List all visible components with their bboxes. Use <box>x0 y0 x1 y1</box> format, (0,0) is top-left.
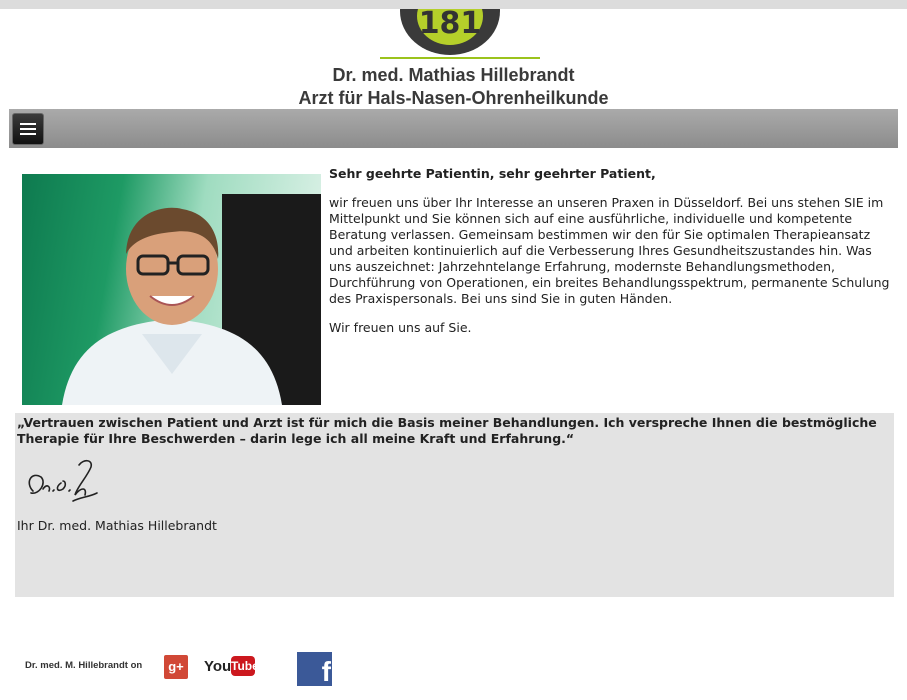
youtube-tube-badge: Tube <box>231 656 255 676</box>
google-plus-icon[interactable]: g+ <box>164 655 188 679</box>
youtube-icon[interactable] <box>204 656 259 678</box>
logo-inner-circle <box>417 9 483 45</box>
practice-logo[interactable] <box>400 9 500 55</box>
gplus-label[interactable]: Dr. med. M. Hillebrandt on <box>25 660 143 671</box>
hamburger-icon-line-3 <box>20 133 36 135</box>
doctor-quote: „Vertrauen zwischen Patient und Arzt ist für mich die Basis meiner Behandlungen. Ich verspreche Ihnen die bestmögliche Therapie für Ihre Beschwerden – darin lege ich all meine Kraft und Erfahrung.“ <box>17 415 877 446</box>
site-header <box>9 9 898 109</box>
welcome-text <box>329 166 895 336</box>
intro-paragraph: wir freuen uns über Ihr Interesse an unseren Praxen in Düsseldorf. Bei uns stehen SIE im Mittelpunkt und Sie können sich auf eine ausführliche, individuelle und kompetente Beratung verlassen. Gemeinsam bestimmen wir den für Sie optimalen Therapieansatz und arbeiten kontinuierlich auf die Verbesserung Ihres Gesundheitszustandes hin. Was uns auszeichnet: Jahrzehntelange Erfahrung, modernste Behandlungsmethoden, Durchführung von Operationen, ein breites Behandlungsspektrum, permanente Schulung des Praxispersonals. Bei uns sind Sie in guten Händen. <box>329 195 890 306</box>
quote-box <box>15 413 894 597</box>
social-links <box>24 650 344 686</box>
doctor-name: Dr. med. Mathias Hillebrandt <box>332 65 575 85</box>
logo-glyph: 181 <box>418 9 482 41</box>
logo-divider-line <box>380 57 540 59</box>
navigation-bar <box>9 109 898 148</box>
top-strip <box>0 0 907 9</box>
hamburger-icon <box>20 123 36 125</box>
greeting-heading: Sehr geehrte Patientin, sehr geehrter Patient, <box>329 166 656 181</box>
closing-line: Wir freuen uns auf Sie. <box>329 320 472 335</box>
doctor-specialty: Arzt für Hals-Nasen-Ohrenheilkunde <box>298 88 609 108</box>
hamburger-icon-line-2 <box>20 128 36 130</box>
signature-name: Ihr Dr. med. Mathias Hillebrandt <box>17 518 217 533</box>
youtube-you-text: You <box>204 658 232 675</box>
handwritten-signature <box>23 457 103 509</box>
facebook-icon[interactable]: f <box>297 652 332 686</box>
doctor-portrait-photo <box>22 174 321 405</box>
hamburger-menu-button[interactable] <box>12 113 44 145</box>
